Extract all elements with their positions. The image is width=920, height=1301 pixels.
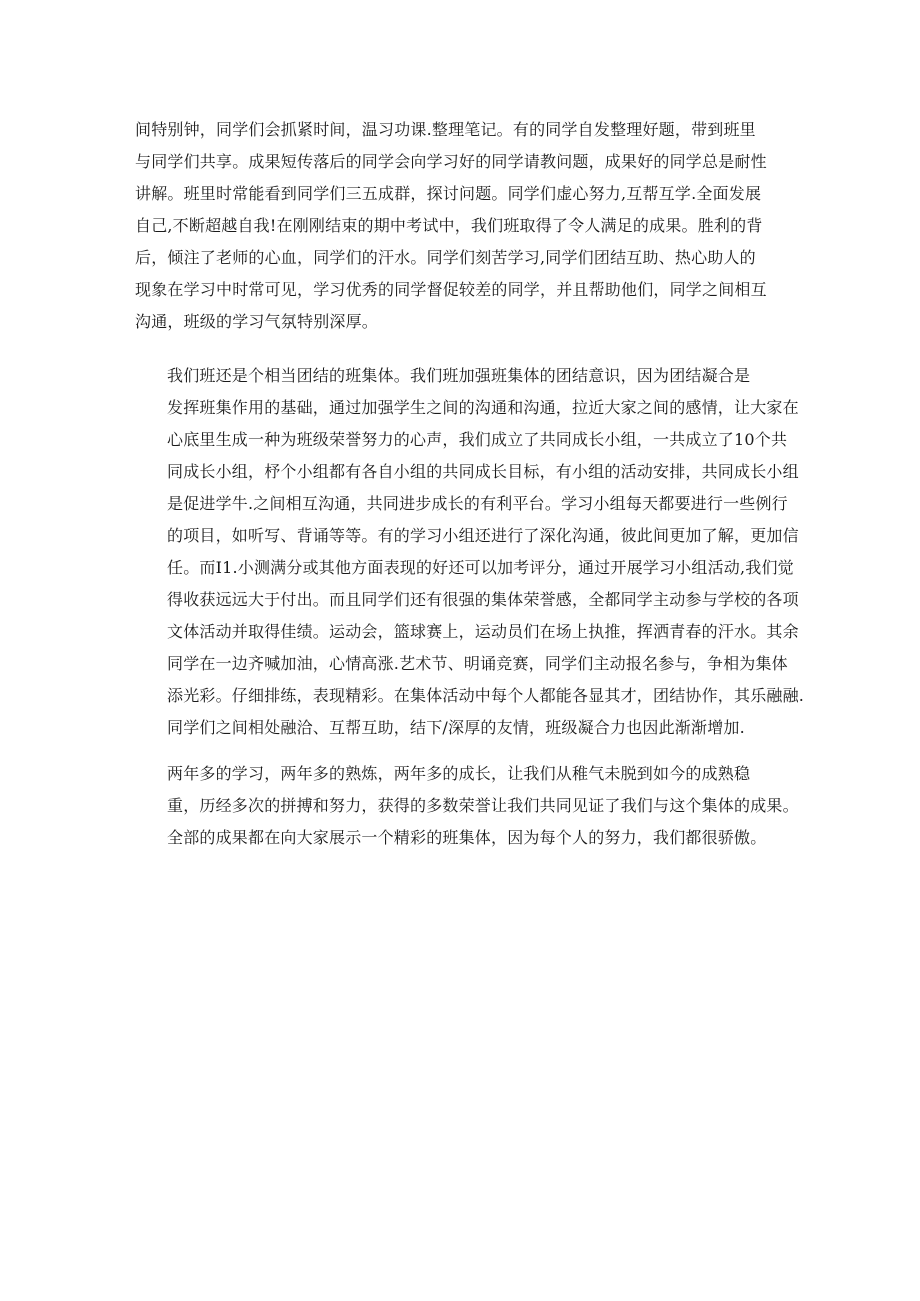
text-line: 沟通，班级的学习气氛特别深厚。 <box>135 312 379 331</box>
text-line: 是促进学牛.之间相互沟通，共同进步成长的有利平台。学习小组每天都要进行一些例行 <box>167 494 788 513</box>
paragraph-2 <box>135 360 805 744</box>
text-line: 现象在学习中时常可见，学习优秀的同学督促较差的同学，并且帮助他们，同学之间相互 <box>135 280 767 299</box>
document-page <box>135 114 805 868</box>
text-line: 同学在一边齐喊加油，心情高涨.艺术节、明诵竞赛，同学们主动报名参与，争相为集体 <box>167 654 788 673</box>
text-line: 两年多的学习，两年多的熟炼，两年多的成长，让我们从稚气未脱到如今的成熟稳 <box>167 764 751 783</box>
text-line: 得收获远远大于付出。而且同学们还有很强的集体荣誉感，全都同学主动参与学校的各项 <box>167 590 799 609</box>
text-line: 同学们之间相处融洽、互帮互助，结下/深厚的友情，班级凝合力也因此渐渐增加. <box>167 718 745 737</box>
paragraph-3 <box>135 758 799 854</box>
text-line: 发挥班集作用的基础，通过加强学生之间的沟通和沟通，拉近大家之间的感情，让大家在 <box>167 398 799 417</box>
text-line: 重，历经多次的拼搏和努力，获得的多数荣誉让我们共同见证了我们与这个集体的成果。 <box>167 796 799 815</box>
text-line: 添光彩。仔细排练，表现精彩。在集体活动中每个人都能各显其才，团结协作，其乐融融. <box>167 686 805 705</box>
text-line: 间特别钟，同学们会抓紧时间，温习功课.整理笔记。有的同学自发整理好题，带到班里 <box>135 120 756 139</box>
text-line: 任。而I1.小测满分或其他方面表现的好还可以加考评分，通过开展学习小组活动,我们觉 <box>167 558 794 577</box>
text-line: 讲解。班里时常能看到同学们三五成群，探讨问题。同学们虚心努力,互帮互学.全面发展 <box>135 184 762 203</box>
paragraph-1 <box>135 114 795 338</box>
text-line: 文体活动并取得佳绩。运动会，篮球赛上，运动员们在场上执推，挥洒青春的汗水。其余 <box>167 622 799 641</box>
text-line: 我们班还是个相当团结的班集体。我们班加强班集体的团结意识，因为团结凝合是 <box>167 366 751 385</box>
text-line: 与同学们共享。成果短传落后的同学会向学习好的同学请教问题，成果好的同学总是耐性 <box>135 152 767 171</box>
text-line: 同成长小组，杼个小组都有各自小组的共同成长目标，有小组的活动安排，共同成长小组 <box>167 462 799 481</box>
text-line: 全部的成果都在向大家展示一个精彩的班集体，因为每个人的努力，我们都很骄傲。 <box>167 828 767 847</box>
text-line: 的项目，如听写、背诵等等。有的学习小组还进行了深化沟通，彼此间更加了解，更加信 <box>167 526 799 545</box>
text-line: 后，倾注了老师的心血，同学们的汗水。同学们刻苦学习,同学们团结互助、热心助人的 <box>135 248 756 267</box>
text-line: 自己,不断超越自我!在刚刚结束的期中考试中，我们班取得了令人满足的成果。胜利的背 <box>135 216 763 235</box>
text-line: 心底里生成一种为班级荣誉努力的心声，我们成立了共同成长小组，一共成立了10个共 <box>167 430 788 449</box>
